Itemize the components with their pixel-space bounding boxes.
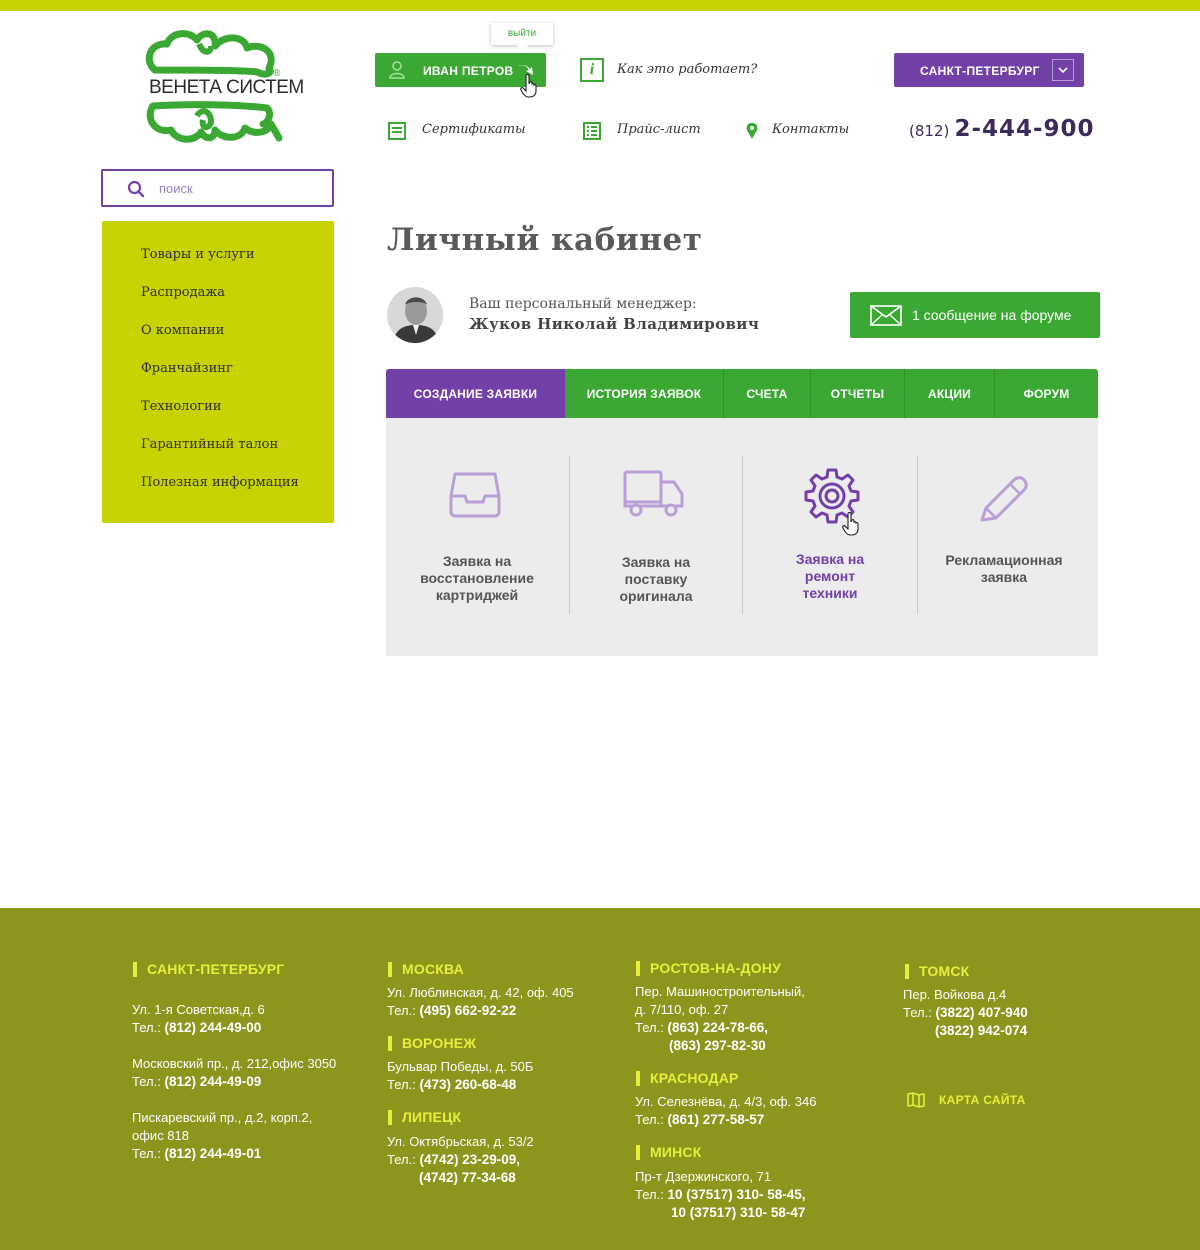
- tab-reports[interactable]: ОТЧЕТЫ: [811, 369, 905, 418]
- footer-address: Московский пр., д. 212,офис 3050: [132, 1056, 337, 1071]
- phone-value[interactable]: (812) 244-49-09: [164, 1074, 262, 1089]
- phone-value[interactable]: (863) 224-78-66,: [667, 1020, 769, 1035]
- card-label-line: заявка: [980, 569, 1028, 585]
- sidebar-item-technologies[interactable]: Технологии: [141, 399, 222, 414]
- user-name: ИВАН ПЕТРОВ: [423, 64, 514, 78]
- city-select[interactable]: [894, 53, 1084, 87]
- footer-city-minsk: МИНСК: [636, 1144, 702, 1160]
- tab-forum[interactable]: ФОРУМ: [1023, 387, 1070, 401]
- city-select-value: САНКТ-ПЕТЕРБУРГ: [920, 64, 1040, 78]
- footer-phone: [132, 1146, 261, 1161]
- footer-phone: [935, 1023, 1027, 1038]
- truck-icon: [622, 468, 686, 520]
- phone-value[interactable]: (3822) 407-940: [935, 1005, 1028, 1020]
- search-box[interactable]: [101, 169, 334, 207]
- phone-value[interactable]: (812) 244-49-00: [164, 1020, 262, 1035]
- certificate-icon: [388, 122, 406, 140]
- card-label-line: поставку: [624, 571, 688, 587]
- logo[interactable]: [145, 30, 304, 145]
- sidebar-item-sale[interactable]: Распродажа: [141, 285, 226, 300]
- footer-city-tomsk: ТОМСК: [905, 963, 969, 979]
- footer-phone: [635, 1112, 764, 1127]
- sidebar-item-products[interactable]: Товары и услуги: [141, 247, 255, 262]
- contacts-link[interactable]: Контакты: [772, 122, 850, 137]
- search-icon[interactable]: [127, 180, 145, 198]
- footer-city-rostov: РОСТОВ-НА-ДОНУ: [636, 960, 781, 976]
- envelope-icon: [870, 305, 902, 326]
- forum-messages-button[interactable]: [850, 292, 1100, 338]
- phone-value[interactable]: (3822) 942-074: [935, 1023, 1028, 1038]
- footer-address: Пискаревский пр., д.2, корп.2,: [132, 1110, 313, 1125]
- manager-name: Жуков Николай Владимирович: [469, 315, 760, 333]
- phone-value[interactable]: 10 (37517) 310- 58-47: [671, 1205, 806, 1220]
- footer-city-spb: САНКТ-ПЕТЕРБУРГ: [133, 961, 284, 977]
- phone-label: Тел.:: [132, 1020, 161, 1035]
- card-label-line: Заявка на: [442, 553, 512, 569]
- book-map-icon: [907, 1092, 925, 1108]
- footer-phone: [635, 1187, 806, 1202]
- sidebar-item-warranty[interactable]: Гарантийный талон: [141, 437, 279, 452]
- phone-value[interactable]: 10 (37517) 310- 58-45,: [667, 1187, 806, 1202]
- card-label-line: оригинала: [619, 588, 693, 604]
- card-label-line: ремонт: [804, 568, 856, 584]
- card-label-line: Заявка на: [621, 554, 691, 570]
- footer-address: Бульвар Победы, д. 50Б: [387, 1059, 534, 1074]
- phone-label: Тел.:: [635, 1020, 664, 1035]
- user-icon: [389, 61, 405, 79]
- footer-city-lipetsk: ЛИПЕЦК: [388, 1109, 461, 1125]
- footer-address: Ул. Селезнёва, д. 4/3, оф. 346: [635, 1094, 817, 1109]
- phone-value[interactable]: (861) 277-58-57: [667, 1112, 765, 1127]
- top-stripe: [0, 0, 1200, 11]
- card-label-line: восстановление: [420, 570, 534, 586]
- footer-city-krasnodar: КРАСНОДАР: [636, 1070, 739, 1086]
- footer-address: офис 818: [132, 1128, 189, 1143]
- tab-create-request[interactable]: СОЗДАНИЕ ЗАЯВКИ: [386, 369, 565, 418]
- phone-label: Тел.:: [132, 1146, 161, 1161]
- footer-address: Пер. Войкова д.4: [903, 987, 1007, 1002]
- request-type-panel: [386, 418, 1098, 656]
- price-list-icon: [583, 122, 601, 140]
- tab-invoices[interactable]: СЧЕТА: [724, 369, 811, 418]
- phone-label: Тел.:: [132, 1074, 161, 1089]
- footer-phone: [669, 1038, 766, 1053]
- footer-phone: [903, 1005, 1028, 1020]
- sitemap-link[interactable]: [907, 1092, 1047, 1110]
- phone-label: Тел.:: [903, 1005, 932, 1020]
- card-label-line: Рекламационная: [945, 552, 1063, 568]
- phone-label: Тел.:: [387, 1152, 416, 1167]
- card-original-supply[interactable]: [570, 456, 742, 614]
- search-input[interactable]: [159, 178, 319, 198]
- card-label-line: Заявка на: [795, 551, 865, 567]
- page-title: Личный кабинет: [387, 222, 703, 258]
- phone-value[interactable]: (4742) 77-34-68: [419, 1170, 516, 1185]
- tab-request-history[interactable]: ИСТОРИЯ ЗАЯВОК: [565, 369, 724, 418]
- card-equipment-repair[interactable]: [743, 456, 917, 614]
- how-it-works-link[interactable]: Как это работает?: [617, 62, 758, 77]
- card-cartridge-restore[interactable]: [386, 456, 568, 614]
- logo-text: ВЕНЕТА СИСТЕМ: [149, 77, 304, 98]
- tab-bar: [386, 369, 1098, 418]
- chevron-down-icon[interactable]: [1052, 59, 1074, 81]
- phone-label: Тел.:: [635, 1187, 664, 1202]
- card-label-line: техники: [802, 585, 858, 601]
- avatar: [387, 287, 443, 343]
- logo-registered-mark: ®: [273, 68, 281, 79]
- manager-label: Ваш персональный менеджер:: [469, 296, 697, 312]
- footer-address: Ул. Октябрьская, д. 53/2: [387, 1134, 534, 1149]
- footer-address: Пр-т Дзержинского, 71: [635, 1169, 772, 1184]
- footer-address: Пер. Машиностроительный,: [635, 984, 805, 999]
- phone-value[interactable]: (473) 260-68-48: [419, 1077, 517, 1092]
- price-list-link[interactable]: Прайс-лист: [617, 122, 701, 137]
- sidebar-item-useful-info[interactable]: Полезная информация: [141, 475, 299, 490]
- hand-cursor-icon: [842, 512, 860, 536]
- sidebar-item-about[interactable]: О компании: [141, 323, 225, 338]
- footer-address: Ул. Люблинская, д. 42, оф. 405: [387, 985, 574, 1000]
- certificates-link[interactable]: Сертификаты: [422, 122, 526, 137]
- footer-address: Ул. 1-я Советская,д. 6: [132, 1002, 265, 1017]
- footer-phone: [387, 1077, 516, 1092]
- phone-code: (812): [909, 122, 950, 140]
- inbox-tray-icon: [447, 468, 503, 518]
- footer-address: д. 7/110, оф. 27: [635, 1002, 729, 1017]
- phone-label: Тел.:: [387, 1077, 416, 1092]
- footer-phone: [387, 1152, 520, 1167]
- footer-phone: [132, 1074, 261, 1089]
- footer-phone: [387, 1003, 516, 1018]
- sidebar-item-franchise[interactable]: Франчайзинг: [141, 361, 233, 376]
- footer: [0, 908, 1200, 1250]
- phone-value[interactable]: (863) 297-82-30: [669, 1038, 766, 1053]
- logout-tooltip[interactable]: выйти: [491, 23, 553, 45]
- phone-value[interactable]: (4742) 23-29-09,: [419, 1152, 521, 1167]
- footer-phone: [671, 1205, 805, 1220]
- phone-value[interactable]: (495) 662-92-22: [419, 1003, 517, 1018]
- footer-city-moscow: МОСКВА: [388, 961, 464, 977]
- footer-city-voronezh: ВОРОНЕЖ: [388, 1035, 476, 1051]
- phone-digits: 2-444-900: [954, 116, 1095, 142]
- footer-phone: [419, 1170, 516, 1185]
- pencil-icon: [976, 468, 1032, 524]
- footer-phone: [635, 1020, 768, 1035]
- phone-value[interactable]: (812) 244-49-01: [164, 1146, 262, 1161]
- card-complaint-request[interactable]: [918, 456, 1090, 614]
- location-pin-icon: [743, 122, 761, 140]
- sitemap-label: КАРТА САЙТА: [939, 1093, 1026, 1107]
- phone-label: Тел.:: [387, 1003, 416, 1018]
- forum-button-label: 1 сообщение на форуме: [912, 307, 1072, 323]
- sidebar-menu: [102, 221, 334, 523]
- card-label-line: картриджей: [435, 587, 519, 603]
- tab-promotions[interactable]: АКЦИИ: [905, 369, 995, 418]
- footer-phone: [132, 1020, 261, 1035]
- phone-label: Тел.:: [635, 1112, 664, 1127]
- info-icon[interactable]: i: [580, 58, 604, 82]
- hand-cursor-icon: [520, 74, 538, 98]
- phone-number[interactable]: [909, 116, 1095, 142]
